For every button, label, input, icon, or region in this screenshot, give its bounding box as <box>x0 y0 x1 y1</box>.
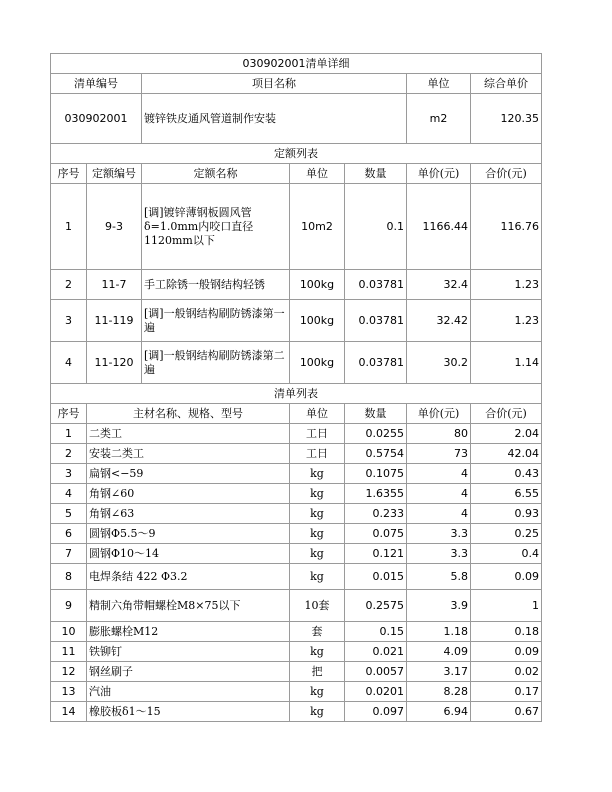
materials-section-row <box>51 384 542 404</box>
material-row-unit: 10套 <box>290 590 345 622</box>
quota-row-total: 1.23 <box>471 270 542 300</box>
material-row-no: 14 <box>51 702 87 722</box>
quota-row <box>51 270 542 300</box>
quota-col-code: 定额编号 <box>87 164 142 184</box>
material-row-total: 2.04 <box>471 424 542 444</box>
material-row-price: 6.94 <box>407 702 471 722</box>
quota-col-unit: 单位 <box>290 164 345 184</box>
material-row-no: 2 <box>51 444 87 464</box>
material-row-total: 0.43 <box>471 464 542 484</box>
quota-row-code: 9-3 <box>87 184 142 270</box>
material-row <box>51 504 542 524</box>
material-row-price: 1.18 <box>407 622 471 642</box>
quota-row-no: 4 <box>51 342 87 384</box>
quota-row-name: [调]镀锌薄钢板圆风管δ=1.0mm内咬口直径1120mm以下 <box>142 184 290 270</box>
quota-row-unit: 100kg <box>290 270 345 300</box>
quota-row-name: 手工除锈一般钢结构轻锈 <box>142 270 290 300</box>
material-row-no: 13 <box>51 682 87 702</box>
material-row <box>51 590 542 622</box>
material-row-total: 0.93 <box>471 504 542 524</box>
material-row-qty: 0.2575 <box>345 590 407 622</box>
material-row-qty: 0.1075 <box>345 464 407 484</box>
material-row-qty: 0.0057 <box>345 662 407 682</box>
quota-row-unit: 10m2 <box>290 184 345 270</box>
material-row-qty: 0.0255 <box>345 424 407 444</box>
materials-section-title: 清单列表 <box>51 384 542 404</box>
material-row-total: 0.25 <box>471 524 542 544</box>
quota-row-price: 32.4 <box>407 270 471 300</box>
material-row <box>51 524 542 544</box>
material-row-unit: 工日 <box>290 424 345 444</box>
material-row-no: 12 <box>51 662 87 682</box>
material-row-unit: kg <box>290 642 345 662</box>
material-row-qty: 0.021 <box>345 642 407 662</box>
material-row-no: 8 <box>51 564 87 590</box>
material-row-total: 0.67 <box>471 702 542 722</box>
material-row <box>51 464 542 484</box>
materials-col-price: 单价(元) <box>407 404 471 424</box>
material-row-total: 42.04 <box>471 444 542 464</box>
material-row-price: 80 <box>407 424 471 444</box>
material-row-no: 6 <box>51 524 87 544</box>
material-row-qty: 0.15 <box>345 622 407 642</box>
material-row-unit: 套 <box>290 622 345 642</box>
quota-col-price: 单价(元) <box>407 164 471 184</box>
material-row-total: 0.02 <box>471 662 542 682</box>
material-row-unit: kg <box>290 564 345 590</box>
material-row <box>51 564 542 590</box>
materials-col-total: 合价(元) <box>471 404 542 424</box>
material-row-unit: 把 <box>290 662 345 682</box>
material-row-name: 铁铆钉 <box>87 642 290 662</box>
material-row-unit: kg <box>290 682 345 702</box>
bill-code: 030902001 <box>51 94 142 144</box>
quota-col-name: 定额名称 <box>142 164 290 184</box>
material-row-qty: 0.015 <box>345 564 407 590</box>
materials-col-no: 序号 <box>51 404 87 424</box>
material-row-name: 钢丝刷子 <box>87 662 290 682</box>
quota-row <box>51 184 542 270</box>
bill-name: 镀锌铁皮通风管道制作安装 <box>142 94 407 144</box>
quota-columns-row <box>51 164 542 184</box>
bill-detail-table <box>50 53 542 722</box>
material-row-name: 橡胶板δ1～15 <box>87 702 290 722</box>
material-row-no: 9 <box>51 590 87 622</box>
material-row-name: 膨胀螺栓M12 <box>87 622 290 642</box>
material-row-price: 4 <box>407 504 471 524</box>
material-row <box>51 642 542 662</box>
materials-columns-row <box>51 404 542 424</box>
material-row-unit: kg <box>290 702 345 722</box>
materials-col-qty: 数量 <box>345 404 407 424</box>
material-row-qty: 0.121 <box>345 544 407 564</box>
bill-unit: m2 <box>407 94 471 144</box>
quota-section-title: 定额列表 <box>51 144 542 164</box>
material-row-price: 8.28 <box>407 682 471 702</box>
material-row-total: 0.18 <box>471 622 542 642</box>
material-row-total: 0.09 <box>471 564 542 590</box>
quota-row <box>51 342 542 384</box>
material-row-price: 4.09 <box>407 642 471 662</box>
quota-row-total: 1.14 <box>471 342 542 384</box>
quota-row-total: 116.76 <box>471 184 542 270</box>
material-row <box>51 682 542 702</box>
quota-row-no: 3 <box>51 300 87 342</box>
material-row-total: 6.55 <box>471 484 542 504</box>
quota-row-no: 1 <box>51 184 87 270</box>
material-row-unit: kg <box>290 504 345 524</box>
material-row-no: 4 <box>51 484 87 504</box>
quota-row-name: [调]一般钢结构刷防锈漆第一遍 <box>142 300 290 342</box>
material-row-qty: 0.5754 <box>345 444 407 464</box>
quota-row-code: 11-120 <box>87 342 142 384</box>
quota-section-row <box>51 144 542 164</box>
materials-col-name: 主材名称、规格、型号 <box>87 404 290 424</box>
unit-label: 单位 <box>407 74 471 94</box>
materials-col-unit: 单位 <box>290 404 345 424</box>
material-row-name: 角钢∠60 <box>87 484 290 504</box>
material-row-unit: kg <box>290 524 345 544</box>
quota-row-name: [调]一般钢结构刷防锈漆第二遍 <box>142 342 290 384</box>
material-row <box>51 484 542 504</box>
material-row-name: 汽油 <box>87 682 290 702</box>
material-row-name: 扁钢<−59 <box>87 464 290 484</box>
quota-row-total: 1.23 <box>471 300 542 342</box>
material-row <box>51 702 542 722</box>
code-label: 清单编号 <box>51 74 142 94</box>
material-row-no: 5 <box>51 504 87 524</box>
material-row-price: 5.8 <box>407 564 471 590</box>
quota-row-qty: 0.1 <box>345 184 407 270</box>
material-row-no: 11 <box>51 642 87 662</box>
material-row-qty: 0.0201 <box>345 682 407 702</box>
material-row-qty: 1.6355 <box>345 484 407 504</box>
quota-col-total: 合价(元) <box>471 164 542 184</box>
material-row-no: 10 <box>51 622 87 642</box>
material-row-total: 0.17 <box>471 682 542 702</box>
quota-row-unit: 100kg <box>290 342 345 384</box>
material-row <box>51 544 542 564</box>
quota-row-code: 11-119 <box>87 300 142 342</box>
material-row <box>51 662 542 682</box>
material-row-no: 3 <box>51 464 87 484</box>
quota-row-no: 2 <box>51 270 87 300</box>
material-row-name: 圆钢Φ5.5～9 <box>87 524 290 544</box>
material-row-name: 安装二类工 <box>87 444 290 464</box>
material-row-no: 1 <box>51 424 87 444</box>
material-row-price: 4 <box>407 464 471 484</box>
quota-row-qty: 0.03781 <box>345 342 407 384</box>
quota-col-no: 序号 <box>51 164 87 184</box>
material-row-unit: 工日 <box>290 444 345 464</box>
quota-row-price: 32.42 <box>407 300 471 342</box>
material-row-total: 0.09 <box>471 642 542 662</box>
material-row-name: 精制六角带帽螺栓M8×75以下 <box>87 590 290 622</box>
name-label: 项目名称 <box>142 74 407 94</box>
material-row-total: 1 <box>471 590 542 622</box>
quota-row-unit: 100kg <box>290 300 345 342</box>
table-title: 030902001清单详细 <box>51 54 542 74</box>
quota-col-qty: 数量 <box>345 164 407 184</box>
material-row-name: 圆钢Φ10～14 <box>87 544 290 564</box>
material-row-qty: 0.233 <box>345 504 407 524</box>
material-row-name: 角钢∠63 <box>87 504 290 524</box>
material-row-qty: 0.097 <box>345 702 407 722</box>
material-row <box>51 424 542 444</box>
price-label: 综合单价 <box>471 74 542 94</box>
material-row-price: 3.3 <box>407 524 471 544</box>
material-row-unit: kg <box>290 484 345 504</box>
header-label-row <box>51 74 542 94</box>
material-row-price: 3.17 <box>407 662 471 682</box>
material-row-no: 7 <box>51 544 87 564</box>
material-row-name: 二类工 <box>87 424 290 444</box>
material-row <box>51 444 542 464</box>
quota-row-price: 30.2 <box>407 342 471 384</box>
quota-row-qty: 0.03781 <box>345 270 407 300</box>
material-row-qty: 0.075 <box>345 524 407 544</box>
material-row-unit: kg <box>290 464 345 484</box>
material-row-price: 3.3 <box>407 544 471 564</box>
material-row-unit: kg <box>290 544 345 564</box>
material-row-total: 0.4 <box>471 544 542 564</box>
bill-price: 120.35 <box>471 94 542 144</box>
quota-row <box>51 300 542 342</box>
material-row-price: 73 <box>407 444 471 464</box>
quota-row-price: 1166.44 <box>407 184 471 270</box>
header-value-row <box>51 94 542 144</box>
material-row-price: 4 <box>407 484 471 504</box>
quota-row-qty: 0.03781 <box>345 300 407 342</box>
material-row-price: 3.9 <box>407 590 471 622</box>
title-row <box>51 54 542 74</box>
material-row <box>51 622 542 642</box>
quota-row-code: 11-7 <box>87 270 142 300</box>
material-row-name: 电焊条结 422 Φ3.2 <box>87 564 290 590</box>
